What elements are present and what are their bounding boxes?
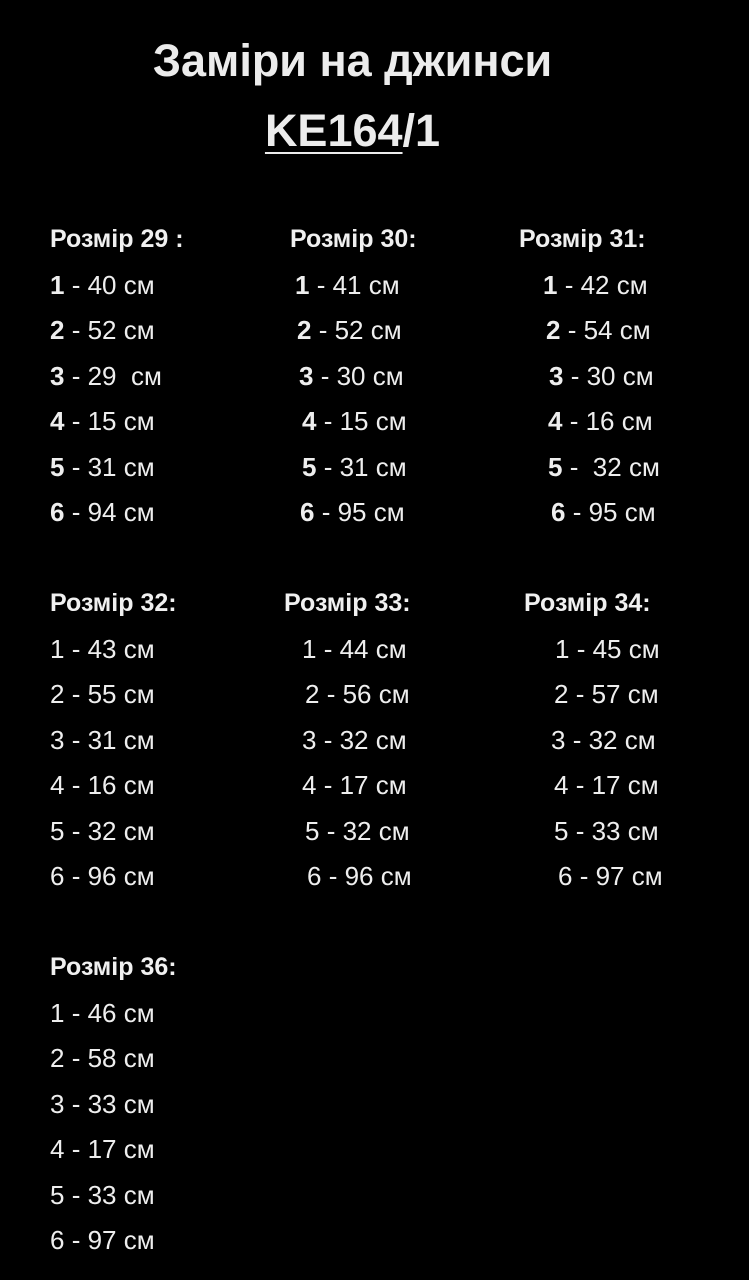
measurement-value: - 52 см [64,315,155,345]
product-code [0,106,705,156]
measurement-value: - 43 см [64,633,155,664]
size-block-29 [50,217,184,536]
size-heading: Розмір 32: [50,589,177,617]
measurement-value: - 94 см [64,497,155,527]
measurement-number: 2 [546,315,561,345]
measurement-number: 6 [50,861,65,891]
measurement-value: - 16 см [562,406,653,436]
measurement-value: - 96 см [321,861,412,891]
measurement-number: 4 [554,770,569,800]
measurement-number: 6 [300,497,315,527]
measurement-value: - 56 см [319,679,410,709]
measurement-row [290,445,417,491]
measurement-value: - 97 см [64,1225,155,1255]
measurement-row [50,1082,177,1128]
measurement-row [290,354,417,400]
measurement-row [524,627,663,673]
measurement-row [50,672,177,718]
measurement-number: 1 [50,997,65,1028]
measurement-value: - 32 см [565,724,656,755]
measurement-row [50,1218,177,1264]
measurement-value: - 41 см [309,269,400,300]
measurement-row [50,1173,177,1219]
size-block-31 [519,217,660,536]
measurement-number: 2 [297,315,312,345]
measurement-value: - 54 см [560,315,651,345]
measurement-number: 4 [50,1134,65,1164]
size-heading: Розмір 33: [284,589,411,617]
measurement-row [290,399,417,445]
measurement-row [284,718,412,764]
size-block-30 [290,217,417,536]
measurement-value: - 33 см [568,815,659,846]
size-heading: Розмір 29 : [50,225,184,253]
measurement-row [50,490,184,536]
measurement-row [284,627,412,673]
measurement-number: 1 [543,269,558,300]
measurement-value: - 17 см [568,770,659,800]
measurement-row [284,809,412,855]
measurement-row [50,1127,177,1173]
measurement-value: - 17 см [64,1134,155,1164]
size-block-34 [524,581,663,900]
measurement-value: - 58 см [64,1043,155,1073]
measurement-value: - 31 см [64,724,155,755]
size-block-33 [284,581,412,900]
measurement-number: 5 [50,815,65,846]
measurement-number: 4 [302,406,317,436]
size-block-36 [50,945,177,1264]
measurement-row [50,854,177,900]
measurement-number: 6 [307,861,322,891]
measurement-row [519,399,660,445]
measurement-value: - 45 см [569,633,660,664]
measurement-number: 3 [549,360,564,391]
measurement-number: 2 [50,315,65,345]
size-heading: Розмір 34: [524,589,651,617]
measurement-row [50,627,177,673]
measurement-row [50,809,177,855]
measurement-value: - 33 см [64,1179,155,1210]
measurement-row [524,809,663,855]
measurement-row [524,763,663,809]
size-heading: Розмір 30: [290,225,417,253]
measurement-number: 3 [50,360,65,391]
measurement-number: 6 [50,1225,65,1255]
measurement-value: - 31 см [64,451,155,482]
measurement-row [50,991,177,1037]
product-code-underlined: KE164 [264,105,403,156]
measurement-number: 5 [548,451,563,482]
measurement-row [50,445,184,491]
size-heading: Розмір 36: [50,953,177,981]
product-code-text [265,106,440,156]
measurement-value: - 55 см [64,679,155,709]
measurement-number: 1 [295,269,310,300]
measurement-value: - 29 см [64,360,162,391]
measurement-number: 5 [50,1179,65,1210]
measurement-value: - 96 см [64,861,155,891]
measurement-row [50,308,184,354]
measurement-row [50,718,177,764]
measurement-number: 2 [50,1043,65,1073]
measurement-number: 5 [554,815,569,846]
measurement-row [524,718,663,764]
measurement-value: - 32 см [316,724,407,755]
measurement-number: 1 [50,633,65,664]
measurement-row [524,854,663,900]
measurement-value: - 15 см [316,406,407,436]
measurement-number: 6 [551,497,566,527]
measurement-number: 5 [50,451,65,482]
measurement-number: 2 [554,679,569,709]
measurement-value: - 16 см [64,770,155,800]
measurement-row [50,263,184,309]
measurement-number: 1 [50,269,65,300]
size-block-32 [50,581,177,900]
measurement-row [519,445,660,491]
measurement-number: 4 [50,770,65,800]
page-title: Заміри на джинси [152,35,553,86]
measurement-value: - 57 см [568,679,659,709]
measurement-number: 6 [50,497,65,527]
measurement-number: 2 [305,679,320,709]
product-code-suffix: /1 [402,105,441,156]
measurement-row [519,490,660,536]
measurement-row [290,490,417,536]
measurement-value: - 17 см [316,770,407,800]
measurement-row [290,263,417,309]
measurement-value: - 97 см [572,861,663,891]
measurement-value: - 44 см [316,633,407,664]
measurement-row [50,354,184,400]
measurement-value: - 40 см [64,269,155,300]
measurement-value: - 46 см [64,997,155,1028]
measurement-number: 3 [50,1088,65,1119]
measurement-number: 2 [50,679,65,709]
measurement-value: - 52 см [311,315,402,345]
measurement-row [284,854,412,900]
measurement-row [290,308,417,354]
measurement-row [284,672,412,718]
measurement-number: 3 [299,360,314,391]
measurement-value: - 15 см [64,406,155,436]
measurement-value: - 32 см [64,815,155,846]
measurement-number: 4 [50,406,65,436]
measurement-value: - 33 см [64,1088,155,1119]
measurement-row [519,308,660,354]
size-heading: Розмір 31: [519,225,646,253]
measurement-row [519,354,660,400]
measurement-value: - 95 см [565,497,656,527]
measurement-row [50,763,177,809]
measurement-value: - 32 см [319,815,410,846]
measurement-number: 4 [302,770,317,800]
measurement-value: - 95 см [314,497,405,527]
measurement-row [519,263,660,309]
measurement-value: - 31 см [316,451,407,482]
measurement-value: - 32 см [562,451,660,482]
measurement-number: 3 [302,724,317,755]
measurement-number: 1 [302,633,317,664]
measurement-number: 4 [548,406,563,436]
measurement-row [50,1036,177,1082]
measurement-value: - 30 см [563,360,654,391]
measurement-number: 5 [302,451,317,482]
measurement-number: 1 [555,633,570,664]
measurement-row [284,763,412,809]
measurement-number: 5 [305,815,320,846]
measurement-row [50,399,184,445]
measurement-number: 3 [50,724,65,755]
measurement-number: 6 [558,861,573,891]
measurement-value: - 42 см [557,269,648,300]
measurement-value: - 30 см [313,360,404,391]
measurement-number: 3 [551,724,566,755]
measurement-row [524,672,663,718]
